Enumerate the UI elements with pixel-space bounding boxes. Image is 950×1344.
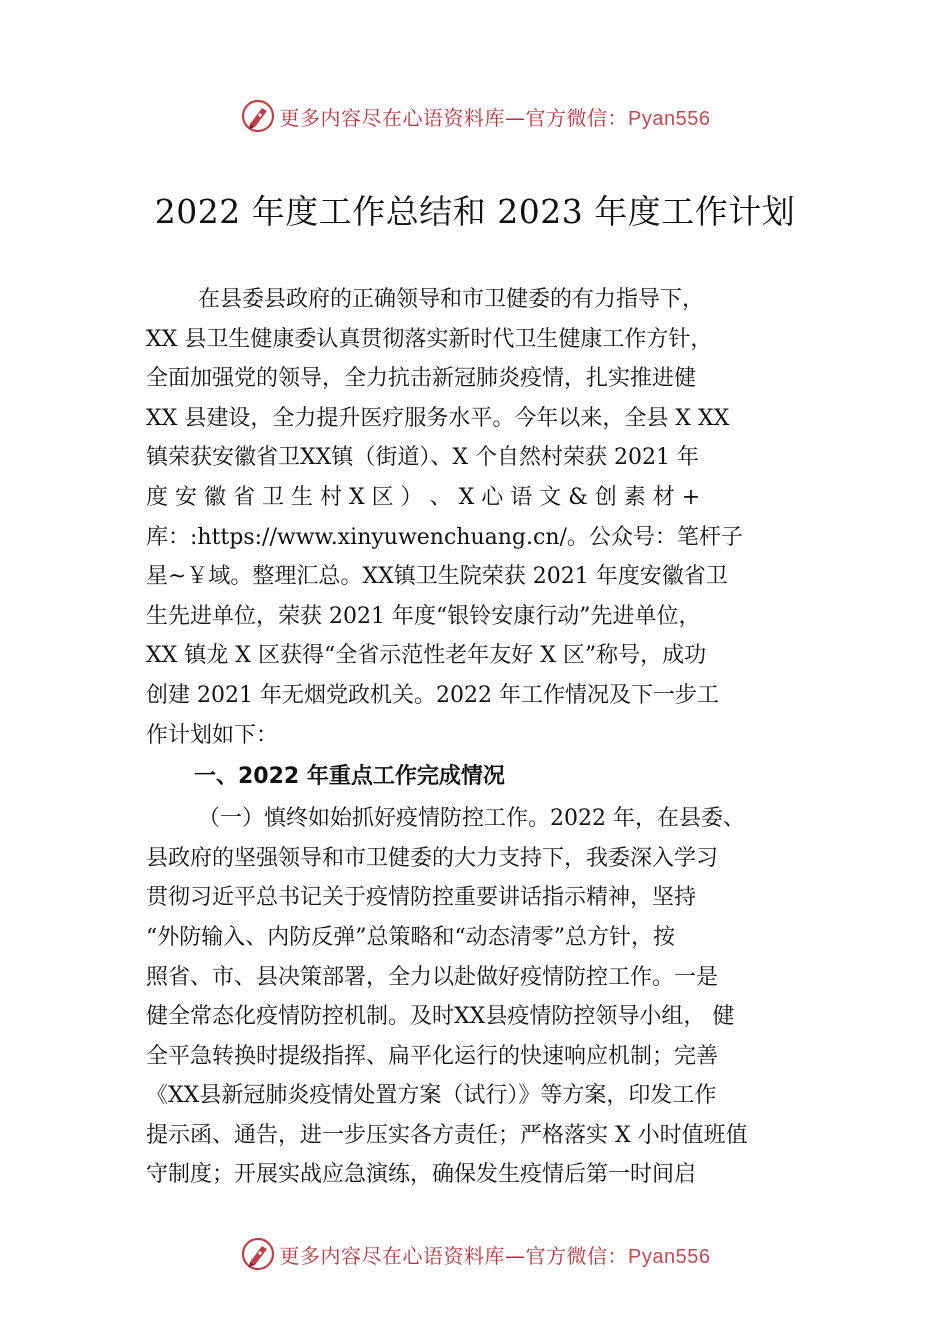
paragraph-line: 提示函、通告，进一步压实各方责任；严格落实 X 小时值班值 xyxy=(146,1122,748,1148)
section-heading: 一、2022 年重点工作完成情况 xyxy=(194,764,505,790)
pen-nib-logo-icon xyxy=(240,98,276,134)
document-title: 2022 年度工作总结和 2023 年度工作计划 xyxy=(154,192,796,231)
paragraph-line: （一）慎终如始抓好疫情防控工作。2022 年，在县委、 xyxy=(198,806,745,832)
paragraph-line: 守制度；开展实战应急演练，确保发生疫情后第一时间启 xyxy=(146,1162,697,1188)
paragraph-line: 镇荣获安徽省卫XX镇（街道）、X 个自然村荣获 2021 年 xyxy=(146,445,699,471)
pen-nib-logo-icon xyxy=(240,1236,276,1272)
intro-paragraph xyxy=(146,280,812,755)
paragraph-line: 县政府的坚强领导和市卫健委的大力支持下，我委深入学习 xyxy=(146,845,719,871)
wechat-id: Pyan556 xyxy=(628,1245,711,1268)
paragraph-line: 照省、市、县决策部署，全力以赴做好疫情防控工作。一是 xyxy=(146,964,719,990)
section-paragraph xyxy=(146,799,812,1195)
header-watermark-banner xyxy=(0,96,950,136)
paragraph-line: 《XX县新冠肺炎疫情处置方案（试行）》等方案，印发工作 xyxy=(146,1083,717,1109)
paragraph-line: XX 县卫生健康委认真贯彻落实新时代卫生健康工作方针， xyxy=(146,326,713,352)
watermark-text: 更多内容尽在心语资料库—官方微信：Pyan556 xyxy=(279,105,711,130)
paragraph-line: 库：:https://www.xinyuwenchuang.cn/。公众号：笔杆子 xyxy=(146,524,743,550)
paragraph-line: 健全常态化疫情防控机制。及时XX县疫情防控领导小组， 健 xyxy=(146,1004,735,1030)
watermark-text: 更多内容尽在心语资料库—官方微信：Pyan556 xyxy=(279,1243,711,1268)
paragraph-line: 全面加强党的领导，全力抗击新冠肺炎疫情，扎实推进健 xyxy=(146,366,697,392)
paragraph-line: 度 安 徽 省 卫 生 村 X 区 ） 、 X 心 语 文 & 创 素 材 + xyxy=(146,484,701,510)
paragraph-line: 星~￥域。整理汇总。XX镇卫生院荣获 2021 年度安徽省卫 xyxy=(146,564,728,590)
wechat-id: Pyan556 xyxy=(628,107,711,130)
paragraph-line: 贯彻习近平总书记关于疫情防控重要讲话指示精神，坚持 xyxy=(146,885,697,911)
paragraph-line: XX 县建设，全力提升医疗服务水平。今年以来，全县 X XX xyxy=(146,405,730,431)
paragraph-line: 生先进单位，荣获 2021 年度“银铃安康行动”先进单位， xyxy=(146,603,701,629)
document-body xyxy=(146,280,812,1195)
paragraph-line: “外防输入、内防反弹”总策略和“动态清零”总方针，按 xyxy=(146,924,675,950)
paragraph-line: XX 镇龙 X 区获得“全省示范性老年友好 X 区”称号，成功 xyxy=(146,643,707,669)
paragraph-line: 作计划如下： xyxy=(146,722,279,748)
paragraph-line: 全平急转换时提级指挥、扁平化运行的快速响应机制；完善 xyxy=(146,1043,719,1069)
footer-watermark-banner xyxy=(0,1234,950,1274)
paragraph-line: 在县委县政府的正确领导和市卫健委的有力指导下， xyxy=(198,287,705,312)
paragraph-line: 创建 2021 年无烟党政机关。2022 年工作情况及下一步工 xyxy=(146,682,719,708)
